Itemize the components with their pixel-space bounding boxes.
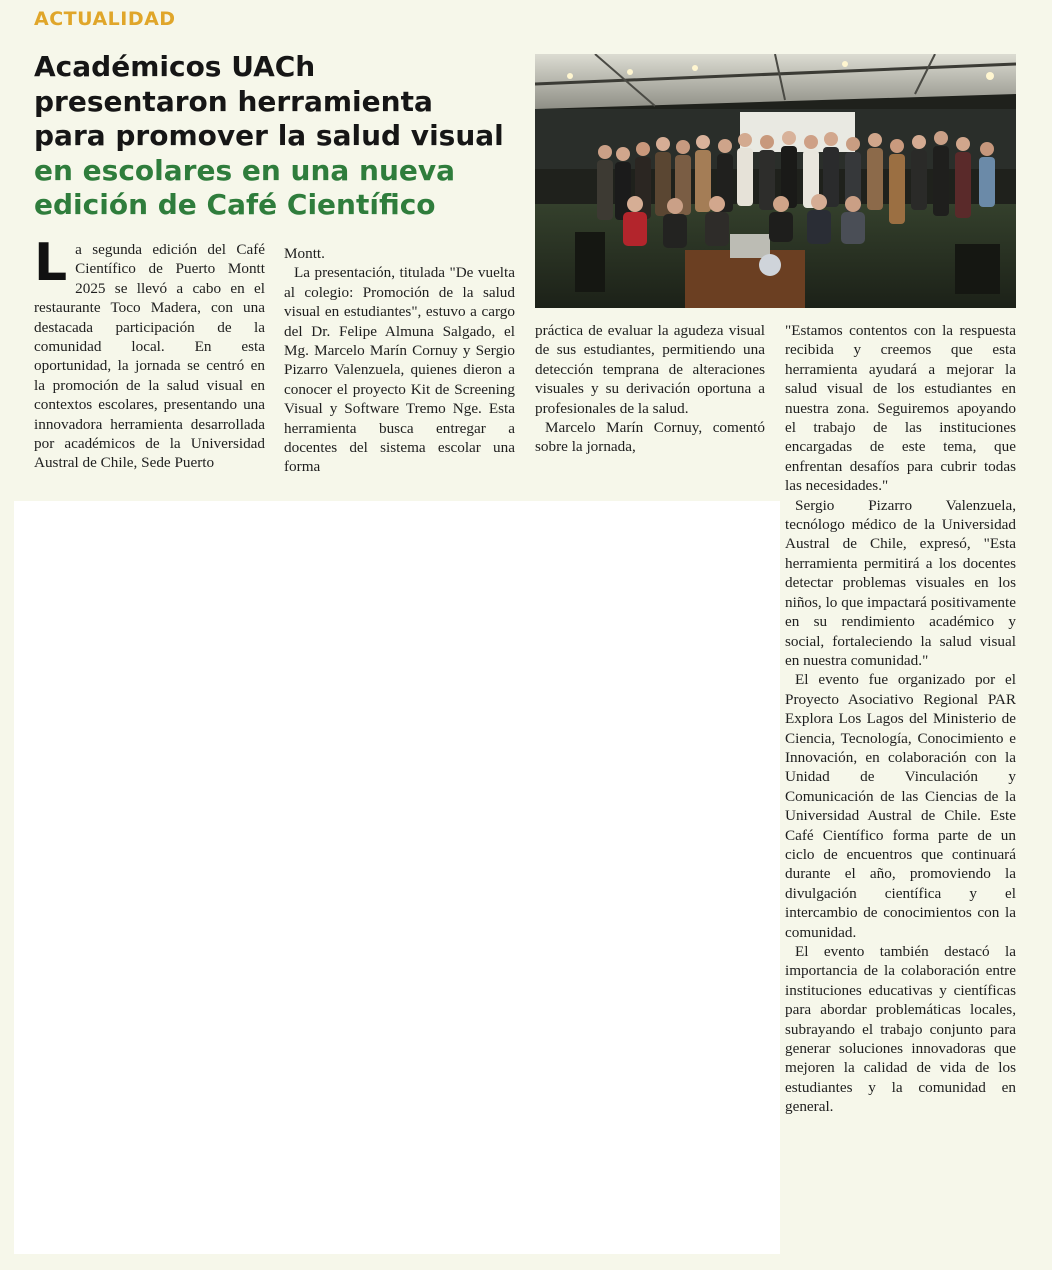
- drop-cap: L: [34, 240, 68, 293]
- blank-area: [14, 501, 780, 1254]
- column-3: [535, 321, 765, 493]
- paragraph-organizers: El evento fue organizado por el Proyecto Asociativo Regional PAR Explora Los Lagos del Ministerio de Ciencia, Tecnología, Conocimiento e Innovación, en colaboración con la Unidad de Vinculación y Comunicación de las Ciencias de la Universidad Austral de Chile. Este Café Científico forma parte de un ciclo de encuentros que continuará durante el año, promoviendo la divulgación científica y el intercambio de conocimientos con la comunidad.: [785, 671, 1016, 941]
- paragraph-closing: El evento también destacó la importancia de la colaboración entre instituciones educativas y científicas para abordar problemáticas locales, subrayando el trabajo conjunto para generar soluciones innovadoras que mejoren la calidad de vida de los estudiantes y la comunidad en general.: [785, 943, 1016, 1116]
- column-4: [785, 321, 1016, 1236]
- headline: [34, 50, 514, 223]
- paragraph-continued: Montt.: [284, 245, 325, 262]
- paragraph-quote-marcelo: "Estamos contentos con la respuesta recibida y creemos que esta herramienta ayudará a mejorar la salud visual de los estudiantes en nuestra zona. Seguiremos apoyando el trabajo de las instituciones encargadas de este tema, que enfrentan desafíos para cubrir todas las necesidades.": [785, 322, 1016, 495]
- group-photo-illustration: [535, 54, 1016, 308]
- headline-green: en escolares en una nueva edición de Café Científico: [34, 153, 456, 221]
- section-label: ACTUALIDAD: [34, 8, 176, 30]
- paragraph-sergio: Sergio Pizarro Valenzuela, tecnólogo médico de la Universidad Austral de Chile, expresó, "Esta herramienta permitirá a los docentes detectar problemas visuales en los niños, lo que impactará positivamente en su rendimiento académico y social, fortaleciendo la salud visual en nuestra comunidad.": [785, 496, 1016, 669]
- intro-text: a segunda edición del Café Científico de Puerto Montt 2025 se llevó a cabo en el restaurante Toco Madera, con una destacada participación de la comunidad local. En esta oportunidad, la jornada se centró en la promoción de la salud visual en contextos escolares, presentando una innovadora herramienta desarrollada por académicos de la Universidad Austral de Chile, Sede Puerto: [34, 241, 265, 472]
- paragraph-intro: [34, 240, 265, 473]
- paragraph-presentation: La presentación, titulada "De vuelta al colegio: Promoción de la salud visual en estudiantes", estuvo a cargo del Dr. Felipe Almuna Salgado, el Mg. Marcelo Marín Cornuy y Sergio Pizarro Valenzuela, quienes dieron a conocer el proyecto Kit de Screening Visual y Software Tremo Nge. Esta herramienta busca entregar a docentes del sistema escolar una forma: [284, 264, 515, 476]
- paragraph-marcelo: Marcelo Marín Cornuy, comentó sobre la jornada,: [535, 419, 765, 456]
- headline-black: Académicos UACh presentaron herramienta para promover la salud visual: [34, 50, 504, 152]
- column-1: [34, 240, 265, 492]
- event-photo: [535, 54, 1016, 308]
- column-2: [284, 244, 515, 492]
- paragraph-continued: práctica de evaluar la agudeza visual de sus estudiantes, permitiendo una detección temprana de alteraciones visuales y su derivación oportuna a profesionales de la salud.: [535, 322, 765, 417]
